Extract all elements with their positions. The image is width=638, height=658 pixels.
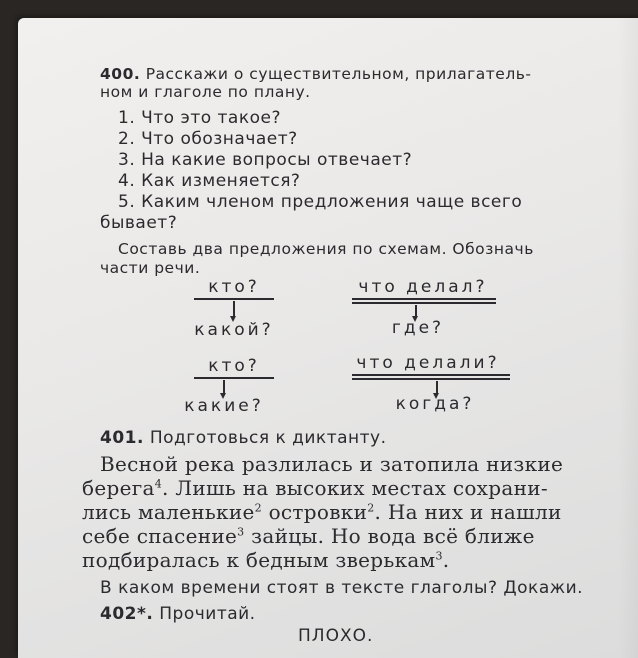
ex401-number: 401.	[100, 428, 144, 448]
plan-item-3: 3. На какие вопросы отвечает?	[118, 150, 413, 170]
scheme2-attribute: какие?	[184, 396, 264, 416]
dictation-line-1: Весной река разлилась и затопила низкие	[100, 452, 564, 476]
scheme1-attribute: какой?	[194, 320, 274, 340]
plan-item-5: 5. Каким членом предложения чаще всего	[118, 192, 523, 212]
scheme2-predicate: что делали?	[356, 353, 500, 373]
ex402-number: 402*.	[100, 604, 154, 624]
superscript-3a: 3	[237, 525, 245, 539]
scheme1-subject: кто?	[208, 277, 260, 297]
ex400-line1-text: Расскажи о существительном, прилагатель-	[145, 65, 532, 83]
scheme2-predicate-underline-2	[352, 378, 510, 380]
superscript-3b: 3	[435, 549, 443, 563]
page-shadow	[618, 18, 638, 658]
ex400-task-line2: части речи.	[100, 259, 201, 277]
word-berega: берега	[82, 476, 155, 500]
word-ostrovki: островки	[261, 500, 368, 524]
ex402-text-heading: ПЛОХО.	[298, 626, 374, 646]
ex401-title: Подготовься к диктанту.	[149, 428, 387, 448]
dictation-line-4-rest: зайцы. Но вода всё ближе	[244, 524, 535, 548]
ex400-line1	[100, 65, 531, 83]
dictation-line-2-rest: . Лишь на высоких местах сохрани-	[162, 476, 548, 500]
scheme1-arrow-right	[415, 305, 417, 317]
scheme2-arrow-right	[436, 381, 438, 394]
plan-item-5-cont: бывает?	[100, 213, 178, 233]
dictation-line-5	[82, 548, 449, 572]
plan-item-2: 2. Что обозначает?	[118, 129, 298, 149]
ex400-number: 400.	[100, 65, 141, 83]
scheme1-predicate-underline-2	[352, 302, 496, 304]
dictation-line-2	[82, 476, 548, 500]
scheme2-predicate-underline-1	[352, 374, 510, 376]
superscript-4: 4	[154, 477, 163, 491]
superscript-2b: 2	[367, 501, 375, 515]
dictation-line-5-start: подбиралась к бедным зверькам	[82, 548, 436, 572]
textbook-page	[18, 18, 638, 658]
superscript-2a: 2	[254, 501, 262, 515]
ex400-task-line1: Составь два предложения по схемам. Обозначь	[118, 240, 534, 258]
ex402-title: Прочитай.	[159, 604, 256, 624]
dictation-line-4	[82, 524, 535, 548]
scheme1-predicate: что делал?	[358, 277, 488, 297]
scheme2-adverbial: когда?	[395, 394, 475, 414]
scheme1-predicate-underline-1	[352, 298, 496, 300]
dictation-line-4-start: себе спасение	[82, 524, 238, 548]
scheme2-subject-underline	[194, 377, 274, 379]
dictation-line-3	[82, 500, 562, 524]
ex400-line2: ном и глаголе по плану.	[100, 83, 311, 101]
scheme1-adverbial: где?	[391, 318, 445, 338]
dictation-line-5-end: .	[442, 548, 450, 572]
plan-item-4: 4. Как изменяется?	[118, 171, 301, 191]
scheme2-arrow-left	[223, 380, 225, 394]
scheme1-arrow-left	[233, 301, 235, 317]
dictation-line-3-start: лись маленькие	[82, 500, 255, 524]
ex402-heading	[100, 604, 256, 624]
plan-item-1: 1. Что это такое?	[118, 108, 281, 128]
dictation-line-3-rest: . На них и нашли	[374, 500, 562, 524]
scheme2-subject: кто?	[208, 356, 260, 376]
ex401-heading	[100, 428, 387, 448]
scheme1-subject-underline	[194, 298, 274, 300]
ex401-question: В каком времени стоят в тексте глаголы? Докажи.	[100, 578, 584, 598]
